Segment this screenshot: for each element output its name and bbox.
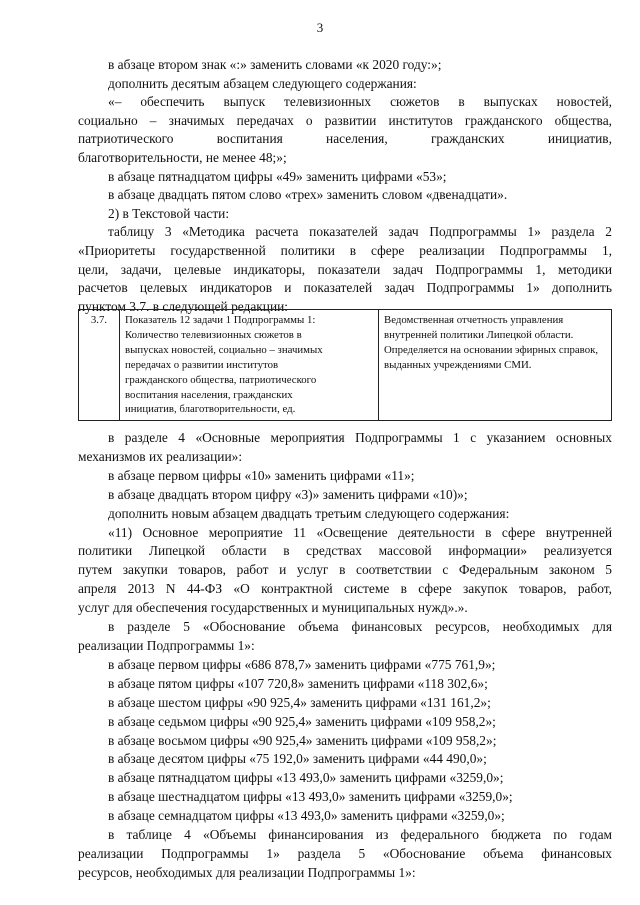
indicator-table <box>78 309 612 421</box>
paragraph: в абзаце втором знак «:» заменить словами «к 2020 году:»; <box>108 57 442 72</box>
page-number: 3 <box>316 20 324 35</box>
quote2-line: путем закупки товаров, работ и услуг в соответствии с Федеральным законом 5 <box>78 562 612 578</box>
cell-line: передачах о развитии институтов <box>125 358 279 371</box>
quote-line: благотворительности, не менее 48;»; <box>78 149 287 165</box>
paragraph: 2) в Текстовой части: <box>108 205 230 221</box>
cell-line: Ведомственная отчетность управления <box>384 314 564 326</box>
section4-line: в разделе 4 «Основные мероприятия Подпрограммы 1 с указанием основных <box>108 430 612 445</box>
table3-intro-line: пунктом 3.7. в следующей редакции: <box>78 298 289 314</box>
cell-line: выданных учреждениями СМИ. <box>384 358 532 371</box>
change-item: в абзаце шестом цифры «90 925,4» заменить цифрами «131 161,2»; <box>108 694 491 710</box>
section5-line: реализации Подпрограммы 1»: <box>78 637 255 653</box>
change-item: в абзаце пятнадцатом цифры «13 493,0» заменить цифрами «3259,0»; <box>108 770 504 786</box>
quote2-line: «11) Основное мероприятие 11 «Освещение деятельности в сфере внутренней <box>108 524 612 540</box>
quote-line-spaced <box>78 130 612 149</box>
change-item: в абзаце седьмом цифры «90 925,4» заменить цифрами «109 958,2»; <box>108 713 496 729</box>
table3-intro-line: расчетов целевых индикаторов и показателей задач Подпрограммы 1» дополнить <box>78 280 612 296</box>
table4-line: в таблице 4 «Объемы финансирования из федерального бюджета по годам <box>108 827 612 843</box>
paragraph: дополнить десятым абзацем следующего содержания: <box>108 75 417 91</box>
paragraph: в абзаце пятнадцатом цифры «49» заменить цифрами «53»; <box>108 168 447 184</box>
word: инициатив, <box>547 131 612 147</box>
method-cell <box>379 310 612 421</box>
quote2-line: политики Липецкой области в средствах массовой информации» реализуется <box>78 543 612 559</box>
change-item: в абзаце шестнадцатом цифры «13 493,0» заменить цифрами «3259,0»; <box>108 789 513 805</box>
paragraph: в абзаце двадцать пятом слово «трех» заменить словом «двенадцати». <box>108 187 508 203</box>
word: гражданских <box>430 131 505 147</box>
table4-line: ресурсов, необходимых для реализации Подпрограммы 1»: <box>78 864 416 880</box>
word: воспитания <box>216 131 283 147</box>
cell-line: внутренней политики Липецкой области. <box>384 328 574 341</box>
quote2-line: апреля 2013 N 44-ФЗ «О контрактной системе в сфере закупок товаров, работ, <box>78 581 612 597</box>
document-body-bottom <box>78 429 612 883</box>
change-item: в абзаце восьмом цифры «90 925,4» заменить цифрами «109 958,2»; <box>108 732 497 748</box>
table3-intro-line: таблицу 3 «Методика расчета показателей задач Подпрограммы 1» раздела 2 <box>108 224 612 240</box>
paragraph: дополнить новым абзацем двадцать третьим следующего содержания: <box>108 505 510 521</box>
cell-line: инициатив, благотворительности, ед. <box>125 403 296 416</box>
cell-line: гражданского общества, патриотического <box>125 373 317 386</box>
row-number-cell: 3.7. <box>79 310 120 421</box>
word: патриотического <box>78 131 174 147</box>
quote-line: социально – значимых передачах о развитии институтов гражданского общества, <box>78 112 612 128</box>
cell-line: Показатель 12 задачи 1 Подпрограммы 1: <box>125 314 316 326</box>
section5-line: в разделе 5 «Обоснование объема финансовых ресурсов, необходимых для <box>108 619 612 635</box>
paragraph: в абзаце двадцать втором цифру «3)» заменить цифрами «10)»; <box>108 486 468 502</box>
document-body-top <box>78 56 612 316</box>
quote2-line: услуг для обеспечения государственных и муниципальных нужд».». <box>78 600 468 616</box>
change-item: в абзаце семнадцатом цифры «13 493,0» заменить цифрами «3259,0»; <box>108 808 505 824</box>
cell-line: Количество телевизионных сюжетов в <box>125 328 302 341</box>
change-item: в абзаце первом цифры «686 878,7» заменить цифрами «775 761,9»; <box>108 656 496 672</box>
table4-line: реализации Подпрограммы 1» раздела 5 «Обоснование объема финансовых <box>78 845 612 861</box>
word: населения, <box>326 131 388 147</box>
cell-line: Определяется на основании эфирных справок, <box>384 343 599 356</box>
section4-line: механизмов их реализации»: <box>78 448 243 464</box>
table3-intro-line: «Приоритеты государственной политики в сфере реализации Подпрограммы 1, <box>78 242 612 258</box>
quote-line: «– обеспечить выпуск телевизионных сюжетов в выпусках новостей, <box>108 94 612 110</box>
paragraph: в абзаце первом цифры «10» заменить цифрами «11»; <box>108 467 415 483</box>
indicator-cell <box>120 310 379 421</box>
change-item: в абзаце пятом цифры «107 720,8» заменить цифрами «118 302,6»; <box>108 675 488 691</box>
table-row <box>79 310 612 421</box>
cell-line: выпусках новостей, социально – значимых <box>125 343 323 356</box>
change-item: в абзаце десятом цифры «75 192,0» заменить цифрами «44 490,0»; <box>108 751 487 767</box>
table3-intro-line: цели, задачи, целевые индикаторы, показатели задач Подпрограммы 1, методики <box>78 261 612 277</box>
cell-line: воспитания населения, гражданских <box>125 388 293 401</box>
